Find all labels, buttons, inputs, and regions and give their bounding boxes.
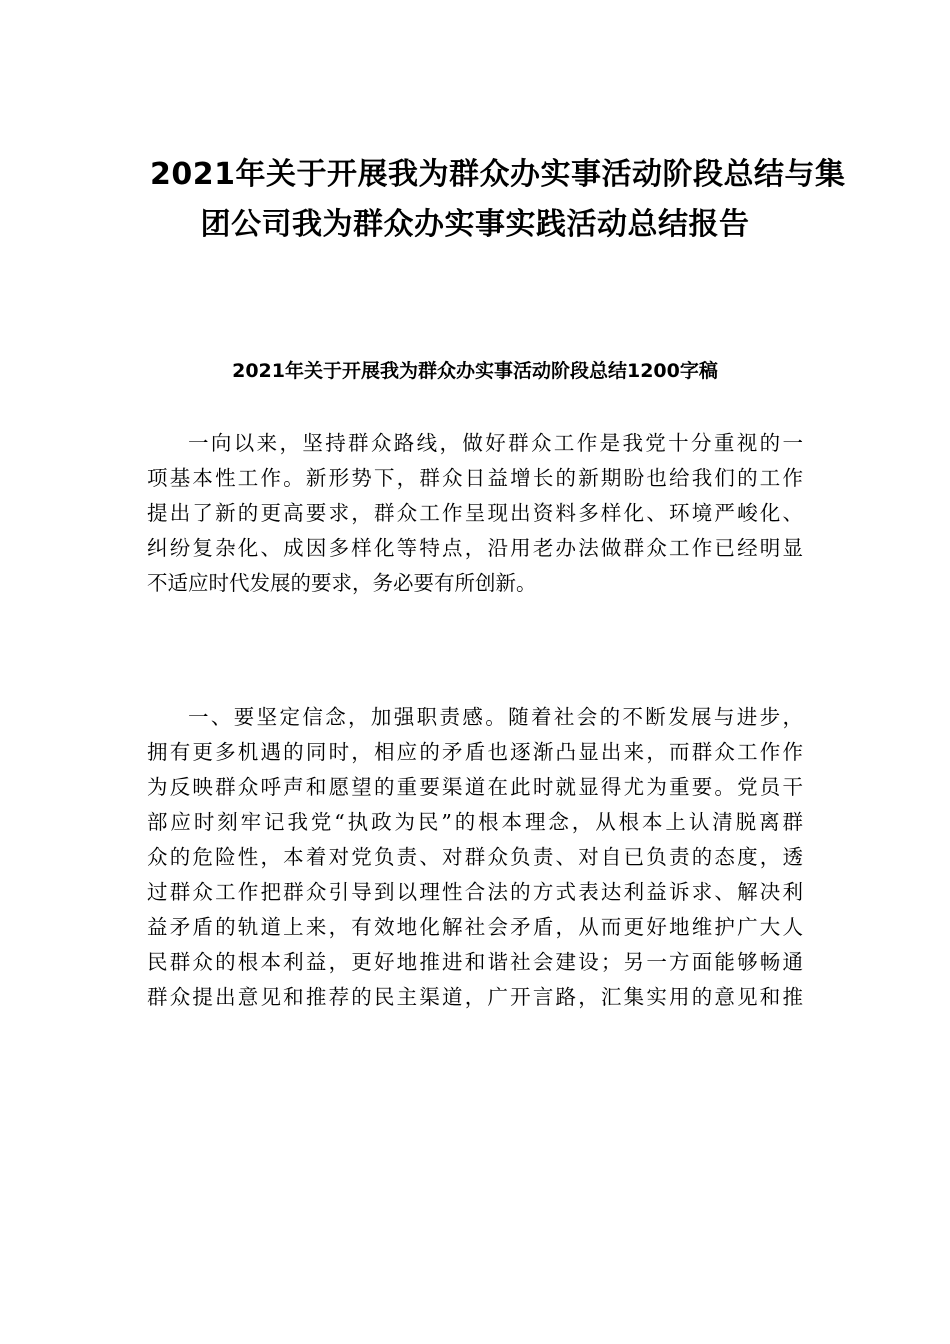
paragraph-line: 部应时刻牢记我党“执政为民”的根本理念，从根本上认清脱离群	[147, 810, 803, 834]
section-heading: 2021年关于开展我为群众办实事活动阶段总结1200字稿	[232, 360, 718, 382]
paragraph-line: 一、要坚定信念，加强职责感。随着社会的不断发展与进步，	[188, 705, 803, 729]
paragraph-line: 项基本性工作。新形势下，群众日益增长的新期盼也给我们的工作	[147, 466, 803, 490]
paragraph-line: 为反映群众呼声和愿望的重要渠道在此时就显得尤为重要。党员干	[147, 775, 803, 799]
paragraph-intro	[147, 426, 803, 601]
paragraph-line: 一向以来，坚持群众路线，做好群众工作是我党十分重视的一	[188, 431, 803, 455]
title-line: 团公司我为群众办实事实践活动总结报告	[200, 207, 750, 242]
paragraph-section-one	[147, 700, 803, 1015]
title-line: 2021年关于开展我为群众办实事活动阶段总结与集	[150, 157, 846, 192]
paragraph-line: 纠纷复杂化、成因多样化等特点，沿用老办法做群众工作已经明显	[147, 536, 803, 560]
paragraph-line: 拥有更多机遇的同时，相应的矛盾也逐渐凸显出来，而群众工作作	[147, 740, 803, 764]
paragraph-line: 过群众工作把群众引导到以理性合法的方式表达利益诉求、解决利	[147, 880, 803, 904]
paragraph-line: 益矛盾的轨道上来，有效地化解社会矛盾，从而更好地维护广大人	[147, 915, 803, 939]
paragraph-line: 提出了新的更高要求，群众工作呈现出资料多样化、环境严峻化、	[147, 501, 803, 525]
paragraph-line: 众的危险性，本着对党负责、对群众负责、对自已负责的态度，透	[147, 845, 803, 869]
paragraph-line: 民群众的根本利益，更好地推进和谐社会建设；另一方面能够畅通	[147, 950, 803, 974]
document-title	[150, 150, 846, 250]
paragraph-line: 不适应时代发展的要求，务必要有所创新。	[147, 571, 537, 595]
paragraph-line: 群众提出意见和推荐的民主渠道，广开言路，汇集实用的意见和推	[147, 985, 803, 1009]
